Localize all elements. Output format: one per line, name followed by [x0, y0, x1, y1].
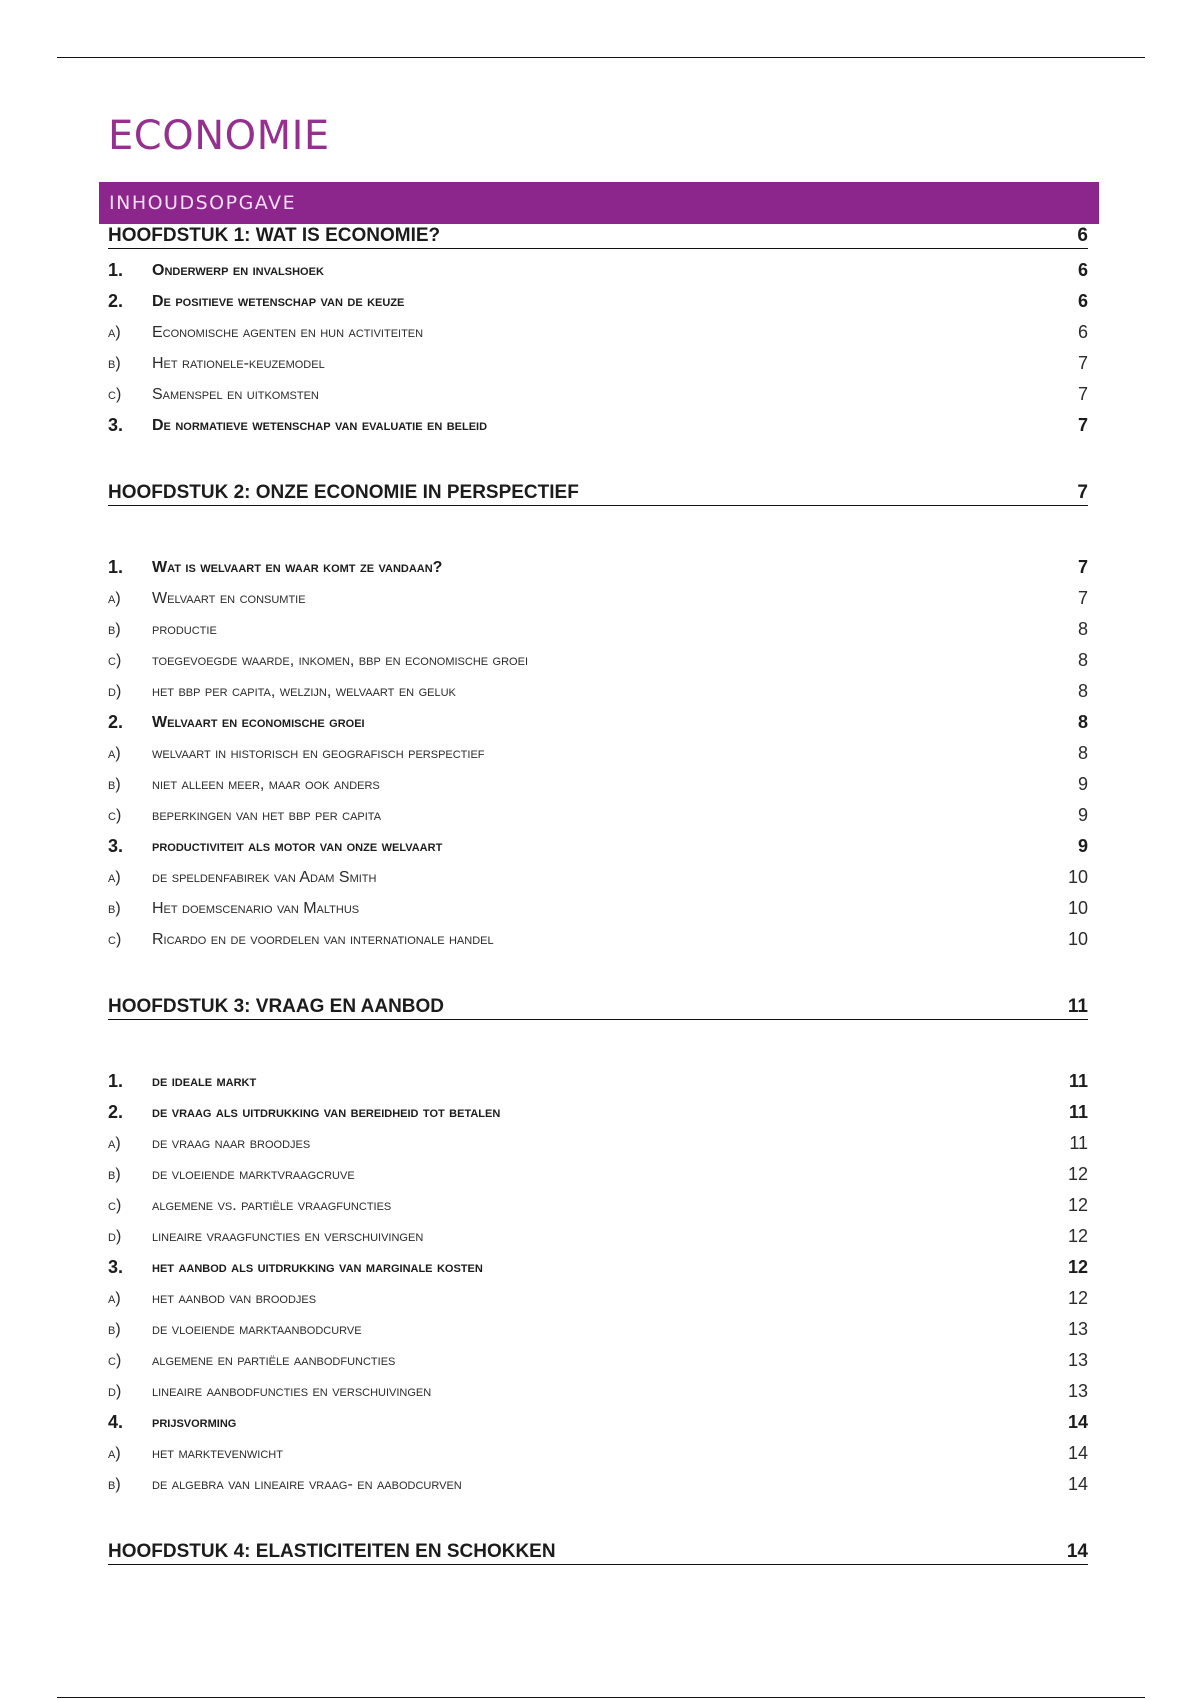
toc-entry-page-number: 6	[1077, 260, 1088, 280]
toc-entry-number: b)	[108, 899, 121, 917]
toc-sub-entry[interactable]	[108, 924, 1088, 955]
toc-section-entry[interactable]	[108, 831, 1088, 862]
toc-section-entry[interactable]	[108, 1066, 1088, 1097]
toc-entry-title: HOOFDSTUK 2: ONZE ECONOMIE IN PERSPECTIEF	[108, 482, 579, 503]
toc-section-entry[interactable]	[108, 552, 1088, 583]
toc-entry-page-number: 6	[1077, 225, 1088, 246]
toc-entry-title: de speldenfabirek van Adam Smith	[152, 868, 377, 886]
toc-entry-page-number: 7	[1077, 482, 1088, 503]
toc-entry-title: Wat is welvaart en waar komt ze vandaan?	[152, 558, 443, 576]
toc-entry-title: het aanbod als uitdrukking van marginale kosten	[152, 1258, 483, 1276]
toc-entry-page-number: 12	[1067, 1164, 1088, 1184]
toc-sub-entry[interactable]	[108, 1283, 1088, 1314]
toc-entry-page-number: 8	[1077, 619, 1088, 639]
toc-entry-page-number: 10	[1067, 867, 1088, 887]
toc-entry-number: c)	[108, 1351, 122, 1369]
toc-entry-number: d)	[108, 1382, 122, 1400]
toc-entry-number: b)	[108, 1165, 121, 1183]
toc-entry-title: Het doemscenario van Malthus	[152, 899, 360, 917]
toc-entry-page-number: 8	[1077, 743, 1088, 763]
toc-entry-page-number: 6	[1077, 322, 1088, 342]
toc-entry-page-number: 14	[1067, 1443, 1088, 1463]
toc-entry-page-number: 7	[1077, 353, 1088, 373]
toc-entry-title: de vraag als uitdrukking van bereidheid tot betalen	[152, 1103, 501, 1121]
toc-sub-entry[interactable]	[108, 676, 1088, 707]
toc-entry-number: b)	[108, 1320, 121, 1338]
toc-chapter-entry[interactable]	[108, 1540, 1088, 1565]
toc-entry-title: de ideale markt	[152, 1072, 257, 1090]
toc-entry-number: a)	[108, 1289, 121, 1307]
toc-entry-page-number: 6	[1077, 291, 1088, 311]
toc-entry-number: b)	[108, 1475, 121, 1493]
toc-sub-entry[interactable]	[108, 893, 1088, 924]
page-title: ECONOMIE	[108, 113, 330, 159]
toc-entry-title: lineaire vraagfuncties en verschuivingen	[152, 1227, 424, 1245]
toc-heading-bar: INHOUDSOPGAVE	[99, 182, 1099, 224]
top-rule	[57, 57, 1145, 58]
toc-entry-number: c)	[108, 930, 122, 948]
toc-entry-number: a)	[108, 1444, 121, 1462]
toc-entry-page-number: 12	[1067, 1257, 1088, 1277]
toc-entry-page-number: 14	[1066, 1541, 1088, 1562]
toc-entry-page-number: 11	[1068, 1071, 1088, 1091]
toc-sub-entry[interactable]	[108, 1128, 1088, 1159]
toc-sub-entry[interactable]	[108, 645, 1088, 676]
toc-entry-title: productie	[152, 620, 217, 638]
toc-entry-number: c)	[108, 1196, 122, 1214]
toc-entry-page-number: 9	[1077, 774, 1088, 794]
toc-entry-title: Ricardo en de voordelen van internationale handel	[152, 930, 494, 948]
toc-section-entry[interactable]	[108, 286, 1088, 317]
toc-entry-page-number: 13	[1067, 1381, 1088, 1401]
toc-chapter-entry[interactable]	[108, 995, 1088, 1020]
toc-entry-number: 2.	[108, 712, 124, 732]
toc-sub-entry[interactable]	[108, 769, 1088, 800]
toc-entry-number: 1.	[108, 557, 124, 577]
toc-chapter-entry[interactable]	[108, 481, 1088, 506]
toc-entry-title: het bbp per capita, welzijn, welvaart en geluk	[152, 682, 456, 700]
toc-entry-title: toegevoegde waarde, inkomen, bbp en economische groei	[152, 651, 529, 669]
toc-entry-page-number: 8	[1077, 650, 1088, 670]
toc-sub-entry[interactable]	[108, 1221, 1088, 1252]
toc-entry-page-number: 13	[1067, 1319, 1088, 1339]
toc-sub-entry[interactable]	[108, 738, 1088, 769]
toc-entry-title: de vraag naar broodjes	[152, 1134, 311, 1152]
toc-entry-number: d)	[108, 682, 122, 700]
toc-sub-entry[interactable]	[108, 1438, 1088, 1469]
toc-section-entry[interactable]	[108, 1252, 1088, 1283]
toc-section-entry[interactable]	[108, 410, 1088, 441]
toc-entry-number: 3.	[108, 836, 124, 856]
toc-entry-page-number: 11	[1067, 996, 1088, 1017]
bottom-rule	[57, 1697, 1145, 1698]
toc-entry-title: de algebra van lineaire vraag- en aabodcurven	[152, 1475, 462, 1493]
toc-entry-title: HOOFDSTUK 3: VRAAG EN AANBOD	[108, 996, 445, 1017]
toc-entry-page-number: 10	[1067, 929, 1088, 949]
toc-entry-title: de vloeiende marktaanbodcurve	[152, 1320, 362, 1338]
toc-entry-title: algemene vs. partiële vraagfuncties	[152, 1196, 392, 1214]
toc-sub-entry[interactable]	[108, 800, 1088, 831]
toc-entry-page-number: 11	[1068, 1102, 1088, 1122]
toc-entry-page-number: 10	[1067, 898, 1088, 918]
table-of-contents	[108, 224, 1088, 1611]
toc-entry-number: 4.	[108, 1412, 124, 1432]
toc-sub-entry[interactable]	[108, 317, 1088, 348]
toc-entry-title: prijsvorming	[152, 1413, 237, 1431]
toc-sub-entry[interactable]	[108, 614, 1088, 645]
toc-entry-title: Onderwerp en invalshoek	[152, 261, 324, 279]
toc-entry-number: b)	[108, 354, 121, 372]
toc-entry-number: 2.	[108, 1102, 124, 1122]
toc-sub-entry[interactable]	[108, 1376, 1088, 1407]
toc-entry-title: Welvaart en economische groei	[152, 713, 365, 731]
toc-entry-title: algemene en partiële aanbodfuncties	[152, 1351, 396, 1369]
toc-section-entry[interactable]	[108, 1407, 1088, 1438]
toc-entry-title: Samenspel en uitkomsten	[152, 385, 319, 403]
toc-entry-title: Het rationele-keuzemodel	[152, 354, 325, 372]
toc-entry-page-number: 11	[1069, 1133, 1088, 1153]
toc-entry-title: Welvaart en consumtie	[152, 589, 306, 607]
toc-sub-entry[interactable]	[108, 1190, 1088, 1221]
toc-entry-number: 2.	[108, 291, 124, 311]
toc-entry-page-number: 7	[1077, 415, 1088, 435]
toc-entry-page-number: 14	[1067, 1474, 1088, 1494]
toc-entry-title: De normatieve wetenschap van evaluatie en beleid	[152, 416, 488, 434]
toc-entry-title: het marktevenwicht	[152, 1444, 283, 1462]
toc-entry-title: lineaire aanbodfuncties en verschuivingen	[152, 1382, 432, 1400]
toc-section-entry[interactable]	[108, 1097, 1088, 1128]
toc-entry-title: beperkingen van het bbp per capita	[152, 806, 382, 824]
toc-entry-page-number: 8	[1077, 712, 1088, 732]
toc-sub-entry[interactable]	[108, 1469, 1088, 1500]
toc-entry-number: b)	[108, 620, 121, 638]
toc-entry-page-number: 12	[1067, 1288, 1088, 1308]
toc-entry-number: c)	[108, 651, 122, 669]
toc-entry-number: c)	[108, 385, 122, 403]
toc-entry-number: a)	[108, 1134, 121, 1152]
toc-entry-title: de vloeiende marktvraagcruve	[152, 1165, 355, 1183]
toc-entry-page-number: 9	[1077, 805, 1088, 825]
toc-entry-number: c)	[108, 806, 122, 824]
toc-entry-number: a)	[108, 868, 121, 886]
toc-entry-page-number: 12	[1067, 1195, 1088, 1215]
toc-entry-title: productiviteit als motor van onze welvaart	[152, 837, 443, 855]
toc-chapter-entry[interactable]	[108, 224, 1088, 249]
toc-sub-entry[interactable]	[108, 1314, 1088, 1345]
toc-sub-entry[interactable]	[108, 862, 1088, 893]
toc-entry-number: 1.	[108, 1071, 124, 1091]
toc-entry-title: Economische agenten en hun activiteiten	[152, 323, 424, 341]
toc-entry-title: niet alleen meer, maar ook anders	[152, 775, 380, 793]
toc-entry-number: 1.	[108, 260, 124, 280]
toc-entry-number: a)	[108, 589, 121, 607]
toc-entry-page-number: 8	[1077, 681, 1088, 701]
toc-entry-title: HOOFDSTUK 4: ELASTICITEITEN EN SCHOKKEN	[108, 1541, 556, 1562]
toc-entry-number: 3.	[108, 1257, 124, 1277]
toc-entry-page-number: 7	[1077, 588, 1088, 608]
toc-entry-number: a)	[108, 323, 121, 341]
toc-entry-page-number: 14	[1067, 1412, 1088, 1432]
toc-entry-number: a)	[108, 744, 121, 762]
toc-entry-number: b)	[108, 775, 121, 793]
toc-entry-title: het aanbod van broodjes	[152, 1289, 317, 1307]
toc-entry-page-number: 7	[1077, 384, 1088, 404]
toc-section-entry[interactable]	[108, 255, 1088, 286]
toc-entry-title: welvaart in historisch en geografisch perspectief	[152, 744, 485, 762]
toc-sub-entry[interactable]	[108, 1159, 1088, 1190]
toc-entry-number: d)	[108, 1227, 122, 1245]
toc-entry-title: HOOFDSTUK 1: WAT IS ECONOMIE?	[108, 225, 441, 246]
toc-sub-entry[interactable]	[108, 379, 1088, 410]
toc-entry-page-number: 7	[1077, 557, 1088, 577]
toc-entry-title: De positieve wetenschap van de keuze	[152, 292, 405, 310]
toc-entry-page-number: 12	[1067, 1226, 1088, 1246]
toc-section-entry[interactable]	[108, 707, 1088, 738]
toc-sub-entry[interactable]	[108, 348, 1088, 379]
toc-entry-page-number: 9	[1077, 836, 1088, 856]
toc-entry-number: 3.	[108, 415, 124, 435]
toc-entry-page-number: 13	[1067, 1350, 1088, 1370]
toc-sub-entry[interactable]	[108, 583, 1088, 614]
toc-sub-entry[interactable]	[108, 1345, 1088, 1376]
